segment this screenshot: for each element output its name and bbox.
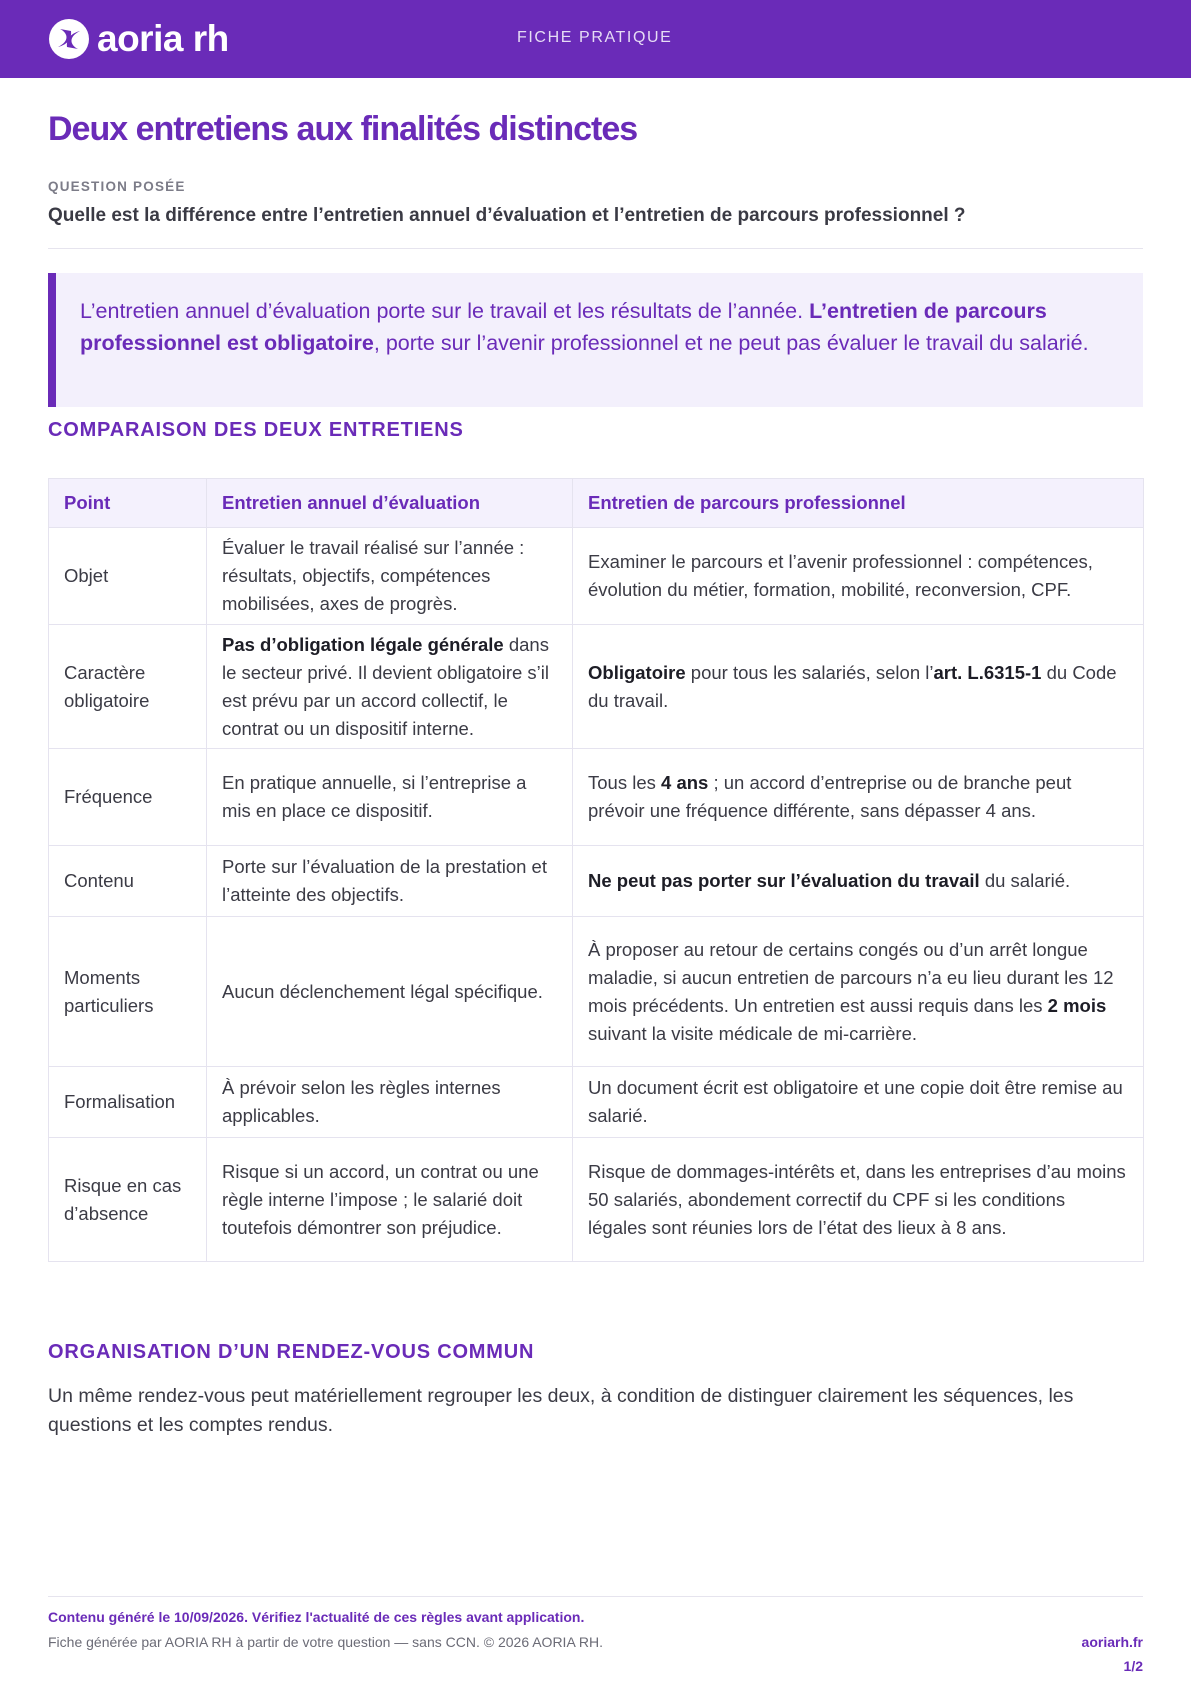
cell-text: ; un accord d’entreprise ou de branche peut prévoir une fréquence différente, sans dépasser 4 ans. [588, 772, 1072, 821]
cell-text: du salarié. [979, 870, 1071, 891]
cell-text: Un document écrit est obligatoire et une copie doit être remise au salarié. [588, 1077, 1123, 1126]
cell-parcours [573, 625, 1144, 749]
cell-text: pour tous les salariés, selon l’ [685, 661, 934, 683]
cell-text: Porte sur l’évaluation de la prestation et l’atteinte des objectifs. [222, 856, 547, 905]
aoria-logo-icon [48, 18, 90, 60]
brand-logo[interactable] [48, 17, 229, 61]
table-row [49, 846, 1144, 917]
cell-annual [207, 1067, 573, 1138]
cell-point: Risque en cas d’absence [49, 1138, 207, 1262]
table-header-row [49, 479, 1144, 528]
cell-point: Moments particuliers [49, 917, 207, 1067]
question-label: QUESTION POSÉE [48, 179, 186, 194]
cell-text: Risque de dommages-intérêts et, dans les entreprises d’au moins 50 salariés, abondement correctif du CPF si les conditions légales sont réunies lors de l’état des lieux à 8 ans. [588, 1160, 1126, 1238]
cell-parcours [573, 1067, 1144, 1138]
cell-annual [207, 1138, 573, 1262]
cell-text: du Code du travail. [588, 661, 1117, 711]
cell-parcours [573, 917, 1144, 1067]
cell-bold-text: 4 ans [661, 772, 709, 793]
cell-text: En pratique annuelle, si l’entreprise a mis en place ce dispositif. [222, 772, 527, 821]
callout-text: , porte sur l’avenir professionnel et ne peut pas évaluer le travail du salarié. [373, 331, 1089, 355]
cell-annual [207, 625, 573, 749]
divider [48, 248, 1143, 249]
cell-text: Examiner le parcours et l’avenir professionnel : compétences, évolution du métier, formation, mobilité, reconversion, CPF. [588, 551, 1093, 600]
table-row [49, 625, 1144, 749]
cell-parcours [573, 749, 1144, 846]
cell-bold-text: Obligatoire [588, 661, 686, 683]
column-header-parcours: Entretien de parcours professionnel [573, 479, 1144, 528]
cell-text: dans le secteur privé. Il devient obligatoire s’il est prévu par un accord collectif, le contrat ou un dispositif interne. [222, 633, 549, 739]
cell-annual [207, 528, 573, 625]
callout-text: L’entretien annuel d’évaluation porte sur le travail et les résultats de l’année. [80, 299, 810, 323]
column-header-annual: Entretien annuel d’évaluation [207, 479, 573, 528]
comparison-section-title: COMPARAISON DES DEUX ENTRETIENS [48, 419, 464, 441]
cell-bold-text: art. L.6315-1 [933, 661, 1042, 683]
cell-text: À prévoir selon les règles internes applicables. [222, 1077, 501, 1126]
page-number: 1/2 [1123, 1658, 1143, 1674]
cell-point: Fréquence [49, 749, 207, 846]
column-header-point: Point [49, 479, 207, 528]
cell-text: Aucun déclenchement légal spécifique. [222, 980, 543, 1002]
cell-text: À proposer au retour de certains congés ou d’un arrêt longue maladie, si aucun entretien de parcours n’a eu lieu durant les 12 mois précédents. Un entretien est aussi requis dans les [588, 938, 1114, 1016]
cell-parcours [573, 846, 1144, 917]
cell-annual [207, 846, 573, 917]
cell-bold-text: Pas d’obligation légale générale [222, 633, 504, 655]
table-row [49, 528, 1144, 625]
callout-bold-text: L’entretien de parcours professionnel est obligatoire [80, 299, 1047, 355]
brand-name: aoria rh [97, 18, 229, 59]
cell-bold-text: 2 mois [1047, 994, 1107, 1016]
comparison-table [48, 478, 1144, 1262]
cell-text: Évaluer le travail réalisé sur l’année : résultats, objectifs, compétences mobilisées, axes de progrès. [222, 537, 525, 614]
cell-point: Caractère obligatoire [49, 625, 207, 749]
page-title: Deux entretiens aux finalités distinctes [48, 110, 638, 148]
cell-text: suivant la visite médicale de mi-carrière. [588, 1022, 918, 1044]
table-row [49, 1067, 1144, 1138]
cell-point: Formalisation [49, 1067, 207, 1138]
table-row [49, 1138, 1144, 1262]
header-label: FICHE PRATIQUE [517, 29, 673, 46]
summary-callout [48, 273, 1143, 407]
question-text: Quelle est la différence entre l’entretien annuel d’évaluation et l’entretien de parcours professionnel ? [48, 205, 966, 226]
cell-bold-text: Ne peut pas porter sur l’évaluation du travail [588, 870, 980, 891]
organisation-section-title: ORGANISATION D’UN RENDEZ-VOUS COMMUN [48, 1341, 535, 1363]
organisation-text: Un même rendez-vous peut matériellement regrouper les deux, à condition de distinguer clairement les séquences, les questions et les comptes rendus. [48, 1385, 1074, 1436]
cell-parcours [573, 528, 1144, 625]
table-row [49, 749, 1144, 846]
cell-annual [207, 749, 573, 846]
footer-site-link[interactable]: aoriarh.fr [1081, 1634, 1143, 1650]
cell-point: Objet [49, 528, 207, 625]
cell-text: Tous les [588, 772, 662, 793]
footer-divider [48, 1596, 1143, 1597]
footer-note: Contenu généré le 10/09/2026. Vérifiez l'actualité de ces règles avant application. [48, 1609, 585, 1625]
cell-parcours [573, 1138, 1144, 1262]
footer-credit: Fiche générée par AORIA RH à partir de votre question — sans CCN. © 2026 AORIA RH. [48, 1634, 604, 1650]
cell-point: Contenu [49, 846, 207, 917]
table-row [49, 917, 1144, 1067]
cell-annual [207, 917, 573, 1067]
cell-text: Risque si un accord, un contrat ou une règle interne l’impose ; le salarié doit toutefois démontrer son préjudice. [222, 1160, 539, 1238]
page-header [0, 0, 1191, 78]
